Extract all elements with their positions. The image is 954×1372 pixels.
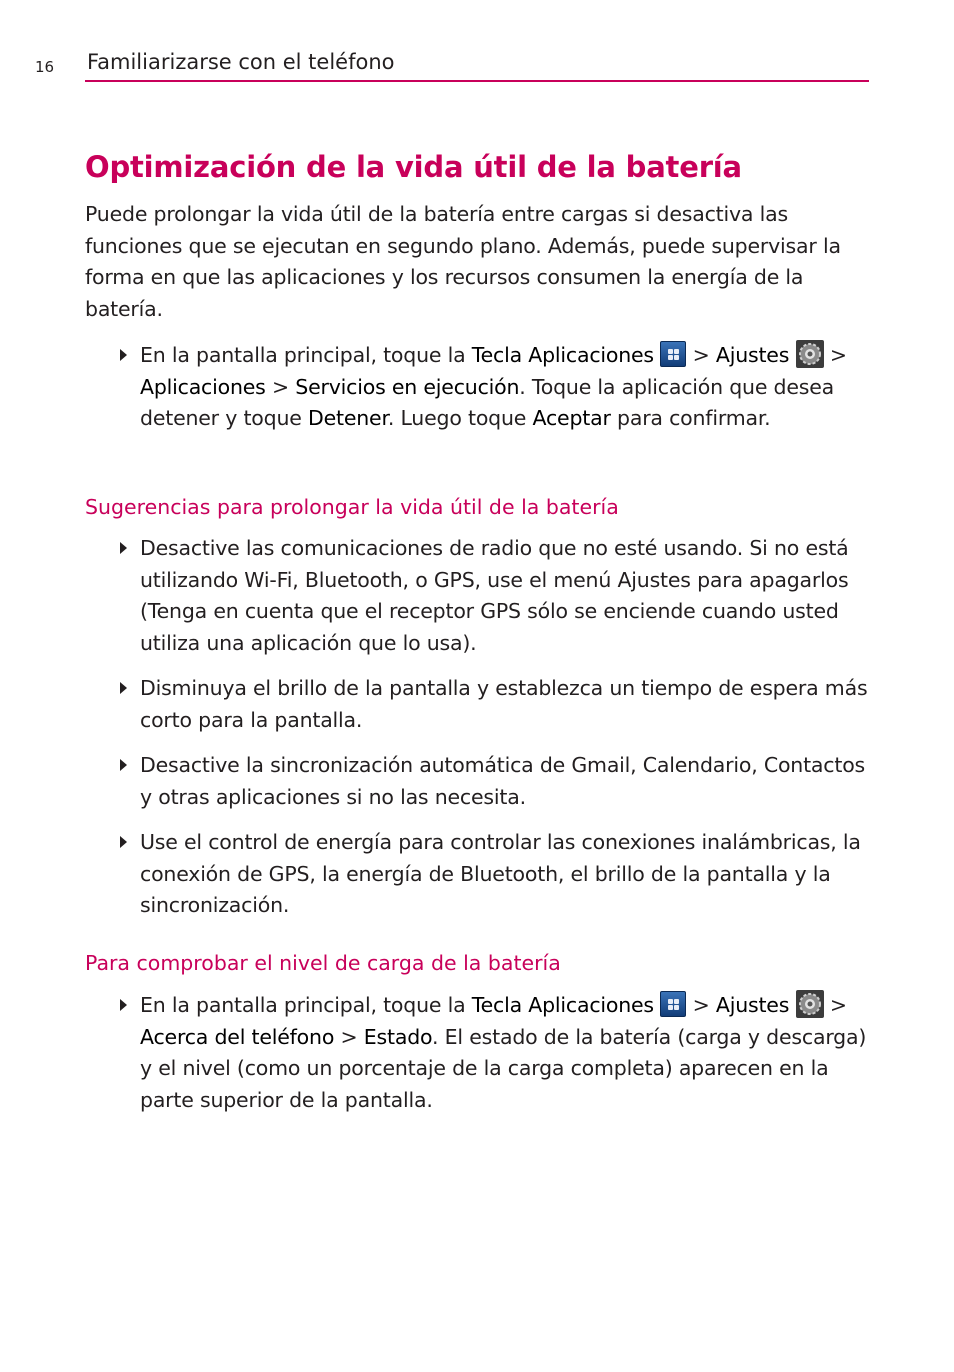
- about-phone-label: Acerca del teléfono: [140, 1024, 335, 1049]
- tip-item: [140, 827, 880, 922]
- tip-text: Disminuya el brillo de la pantalla y establezca un tiempo de espera más corto para la pantalla.: [140, 676, 868, 732]
- bullet-arrow-icon: [120, 682, 127, 694]
- settings-label: Ajustes: [715, 993, 790, 1017]
- separator: >: [334, 1024, 364, 1049]
- step-text: . Luego toque: [387, 406, 533, 430]
- tip-item: [140, 533, 880, 659]
- page-title: Optimización de la vida útil de la batería: [85, 150, 742, 184]
- step-text: para confirmar.: [610, 406, 771, 430]
- intro-paragraph: Puede prolongar la vida útil de la batería entre cargas si desactiva las funciones que se ejecutan en segundo plano. Además, puede supervisar la forma en que las aplicaciones y los recursos consumen la energía de la batería.: [85, 202, 841, 321]
- apps-key-label: Tecla Aplicaciones: [471, 343, 654, 367]
- check-battery-subtitle: Para comprobar el nivel de carga de la batería: [85, 951, 561, 975]
- status-label: Estado: [363, 1024, 433, 1049]
- step-stop-apps: [140, 340, 880, 435]
- apps-grid-icon: [660, 341, 686, 367]
- tip-text: Desactive la sincronización automática de Gmail, Calendario, Contactos y otras aplicaciones si no las necesita.: [140, 753, 866, 809]
- separator: >: [686, 993, 716, 1017]
- step-text: . El estado de la batería (carga y descarga) y el nivel (como un porcentaje de la carga completa) aparecen en la parte superior de la pantalla.: [140, 1024, 867, 1112]
- bullet-arrow-icon: [120, 836, 127, 848]
- tip-text: Desactive las comunicaciones de radio que no esté usando. Si no está utilizando Wi-Fi, Bluetooth, o GPS, use el menú Ajustes para apagarlos (Tenga en cuenta que el receptor GPS sólo se enciende cuando usted utiliza una aplicación que lo usa).: [140, 536, 849, 655]
- step-text: En la pantalla principal, toque la: [140, 343, 472, 367]
- step-text: . Toque la aplicación que desea detener y toque: [140, 374, 835, 430]
- page-number: 16: [35, 58, 55, 76]
- separator: >: [823, 343, 847, 367]
- tip-item: [140, 673, 880, 736]
- separator: >: [823, 993, 847, 1017]
- applications-label: Aplicaciones: [140, 374, 266, 399]
- apps-key-label: Tecla Aplicaciones: [471, 993, 654, 1017]
- tip-text: Use el control de energía para controlar las conexiones inalámbricas, la conexión de GPS, la energía de Bluetooth, el brillo de la pantalla y la sincronización.: [140, 830, 861, 917]
- bullet-arrow-icon: [120, 999, 127, 1011]
- separator: >: [686, 343, 716, 367]
- settings-gear-icon: [796, 340, 824, 368]
- settings-gear-icon: [796, 990, 824, 1018]
- accept-label: Aceptar: [532, 406, 611, 430]
- section-header-title: Familiarizarse con el teléfono: [87, 50, 395, 74]
- separator: >: [265, 374, 296, 399]
- header-rule: [85, 80, 869, 82]
- bullet-arrow-icon: [120, 542, 127, 554]
- tip-item: [140, 750, 880, 813]
- stop-label: Detener: [308, 406, 388, 430]
- step-battery-status: [140, 990, 880, 1116]
- tips-subtitle: Sugerencias para prolongar la vida útil de la batería: [85, 495, 619, 519]
- step-text: En la pantalla principal, toque la: [140, 993, 472, 1017]
- apps-grid-icon: [660, 991, 686, 1017]
- bullet-arrow-icon: [120, 349, 127, 361]
- settings-label: Ajustes: [715, 343, 790, 367]
- running-services-label: Servicios en ejecución: [295, 374, 520, 399]
- bullet-arrow-icon: [120, 759, 127, 771]
